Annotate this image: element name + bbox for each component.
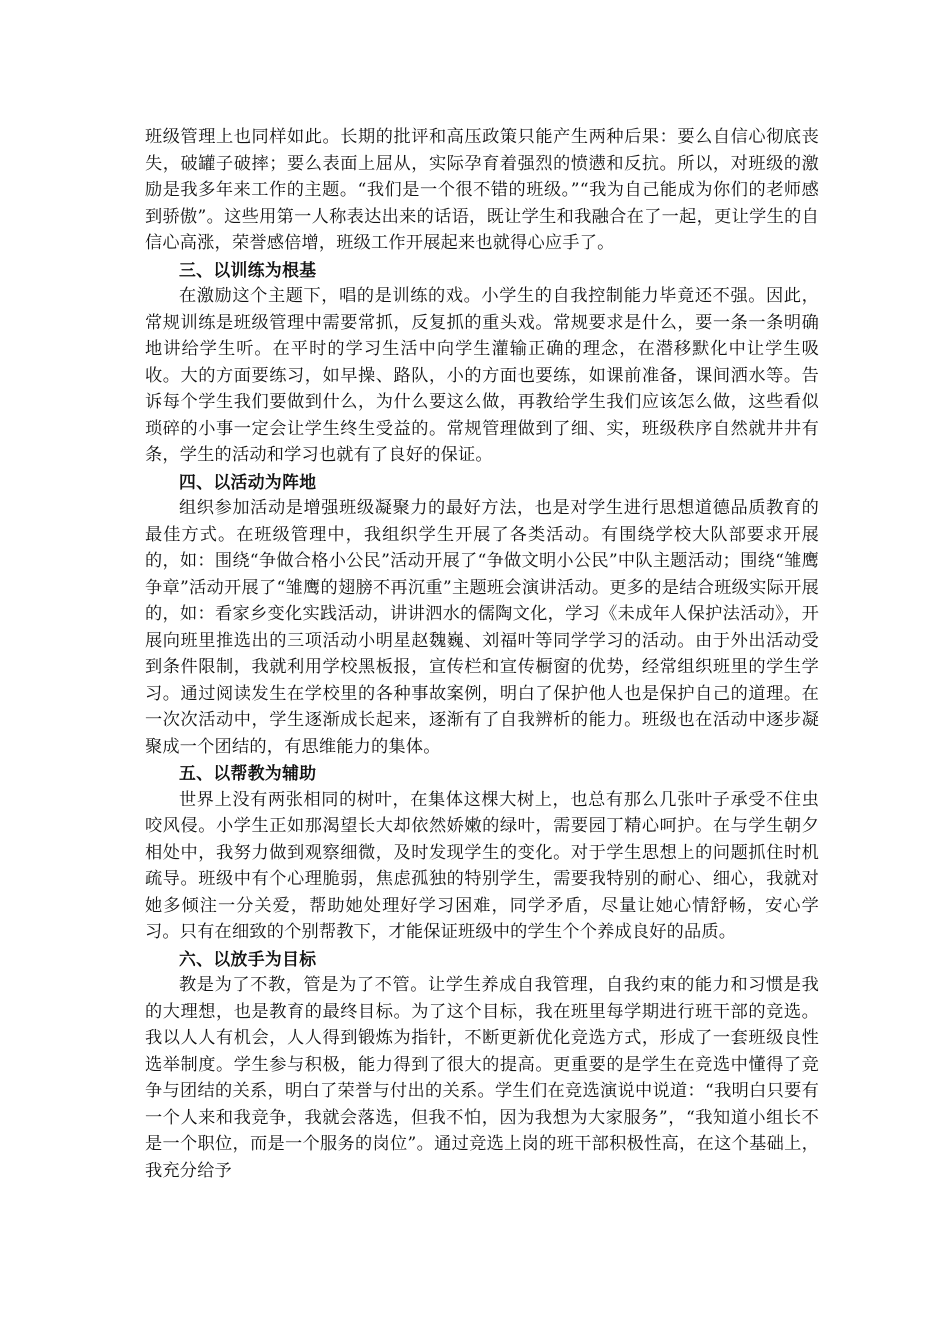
body-paragraph: 在激励这个主题下，唱的是训练的戏。小学生的自我控制能力毕竟还不强。因此，常规训练是班级管理中需要常抓，反复抓的重头戏。常规要求是什么，要一条一条明确地讲给学生听。在平时的学习生活中向学生灌输正确的理念，在潜移默化中让学生吸收。大的方面要练习，如早操、路队，小的方面也要练，如课前准备，课间洒水等。告诉每个学生我们要做到什么，为什么要这么做，再教给学生我们应该怎么做，这些看似琐碎的小事一定会让学生终生受益的。常规管理做到了细、实，班级秩序自然就井井有条，学生的活动和学习也就有了良好的保证。	[145, 286, 819, 465]
body-paragraph: 教是为了不教，管是为了不管。让学生养成自我管理，自我约束的能力和习惯是我的大理想，也是教育的最终目标。为了这个目标，我在班里每学期进行班干部的竞选。我以人人有机会，人人得到锻炼为指针，不断更新优化竞选方式，形成了一套班级良性选举制度。学生参与积极，能力得到了很大的提高。更重要的是学生在竞选中懂得了竞争与团结的关系，明白了荣誉与付出的关系。学生们在竞选演说中说道：“我明白只要有一个人来和我竞争，我就会落选，但我不怕，因为我想为大家服务”，“我知道小组长不是一个职位，而是一个服务的岗位”。通过竞选上岗的班干部积极性高，在这个基础上，我充分给予	[145, 975, 819, 1181]
document-page	[145, 124, 819, 1184]
section-heading: 四、以活动为阵地	[179, 471, 317, 492]
body-paragraph: 世界上没有两张相同的树叶，在集体这棵大树上，也总有那么几张叶子承受不住虫咬风侵。小学生正如那渴望长大却依然娇嫩的绿叶，需要园丁精心呵护。在与学生朝夕相处中，我努力做到观察细微，及时发现学生的变化。对于学生思想上的问题抓住时机疏导。班级中有个心理脆弱，焦虑孤独的特别学生，需要我特别的耐心、细心，我就对她多倾注一分关爱，帮助她处理好学习困难，同学矛盾，尽量让她心情舒畅，安心学习。只有在细致的个别帮教下，才能保证班级中的学生个个养成良好的品质。	[145, 789, 819, 942]
section-heading: 三、以训练为根基	[179, 259, 317, 280]
section-heading: 五、以帮教为辅助	[179, 763, 317, 783]
body-paragraph: 班级管理上也同样如此。长期的批评和高压政策只能产生两种后果：要么自信心彻底丧失，破罐子破摔；要么表面上屈从，实际孕育着强烈的愤懑和反抗。所以，对班级的激励是我多年来工作的主题。“我们是一个很不错的班级。”“我为自己能成为你们的老师感到骄傲”。这些用第一人称表达出来的话语，既让学生和我融合在了一起，更让学生的自信心高涨，荣誉感倍增，班级工作开展起来也就得心应手了。	[145, 127, 819, 253]
body-paragraph: 组织参加活动是增强班级凝聚力的最好方法，也是对学生进行思想道德品质教育的最佳方式。在班级管理中，我组织学生开展了各类活动。有围绕学校大队部要求开展的，如：围绕“争做合格小公民”活动开展了“争做文明小公民”中队主题活动；围绕“雏鹰争章”活动开展了“雏鹰的翅膀不再沉重”主题班会演讲活动。更多的是结合班级实际开展的，如：看家乡变化实践活动，讲讲泗水的儒陶文化，学习《未成年人保护法活动》，开展向班里推选出的三项活动小明星赵魏巍、刘福叶等同学学习的活动。由于外出活动受到条件限制，我就利用学校黑板报，宣传栏和宣传橱窗的优势，经常组织班里的学生学习。通过阅读发生在学校里的各种事故案例，明白了保护他人也是保护自己的道理。在一次次活动中，学生逐渐成长起来，逐渐有了自我辨析的能力。班级也在活动中逐步凝聚成一个团结的，有思维能力的集体。	[145, 498, 819, 757]
section-heading: 六、以放手为目标	[179, 948, 317, 969]
